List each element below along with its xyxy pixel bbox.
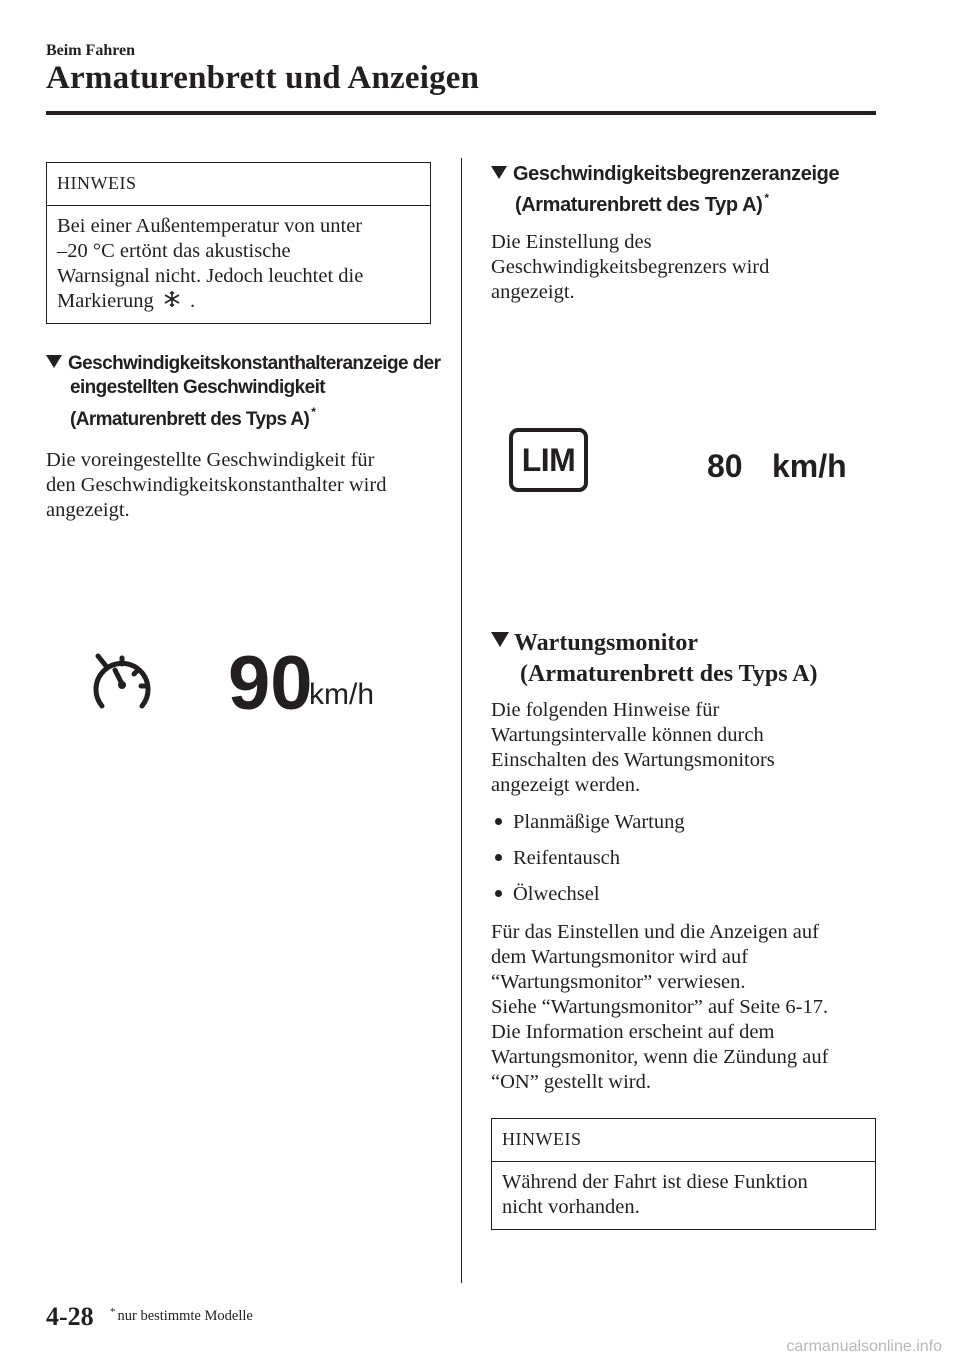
limiter-heading: Geschwindigkeitsbegrenzeranzeige (Armaturenbrett des Typ A) * [491, 162, 891, 217]
footer-note: * nur bestimmte Modelle [110, 1306, 253, 1324]
asterisk-mark: * [311, 405, 316, 419]
note-box [491, 1118, 876, 1230]
cruise-heading: Geschwindigkeitskonstanthalteranzeige der eingestellten Geschwindigkeit (Armaturenbrett des Typs A) * [46, 352, 446, 432]
list-item: Reifentausch [491, 846, 881, 882]
triangle-bullet-icon [491, 632, 509, 647]
header-rule [46, 111, 876, 115]
cruise-speed-unit: km/h [309, 678, 375, 711]
limiter-speed-unit: km/h [772, 448, 847, 484]
asterisk-mark: * [764, 191, 769, 205]
cruise-control-icon [88, 648, 158, 718]
note-box [46, 162, 431, 324]
cruise-speed-value: 90 [228, 641, 313, 726]
maintenance-heading: Wartungsmonitor (Armaturenbrett des Typs A) [491, 628, 891, 690]
limiter-speed-value: 80 [707, 448, 743, 484]
limiter-paragraph: Die Einstellung des Geschwindigkeitsbegrenzers wird angezeigt. [491, 231, 770, 303]
page-number: 4-28 [46, 1302, 94, 1331]
list-item: Ölwechsel [491, 882, 881, 918]
section-label: Beim Fahren [46, 42, 136, 59]
column-divider [461, 158, 462, 1283]
note-text: Bei einer Außentemperatur von unter –20 °C ertönt das akustische Warnsignal nicht. Jedoch leuchtet die Markierung . [57, 215, 364, 313]
maintenance-list [491, 810, 881, 918]
triangle-bullet-icon [46, 355, 62, 368]
note-label: HINWEIS [57, 173, 137, 193]
page-title: Armaturenbrett und Anzeigen [46, 60, 480, 96]
cruise-paragraph: Die voreingestellte Geschwindigkeit für den Geschwindigkeitskonstanthalter wird angezeigt. [46, 449, 387, 521]
maintenance-details: Für das Einstellen und die Anzeigen auf dem Wartungsmonitor wird auf “Wartungsmonitor” verwiesen. Siehe “Wartungsmonitor” auf Seite 6-17. Die Information erscheint auf dem Wartungsmonitor, wenn die Zündung auf “ON” gestellt wird. [491, 921, 829, 1093]
asterisk-mark: * [110, 1306, 116, 1318]
snowflake-icon [163, 290, 181, 308]
triangle-bullet-icon [491, 166, 507, 179]
note-label: HINWEIS [502, 1129, 582, 1149]
maintenance-intro: Die folgenden Hinweise für Wartungsintervalle können durch Einschalten des Wartungsmonitors angezeigt werden. [491, 699, 775, 796]
watermark: carmanualsonline.info [786, 1338, 942, 1355]
list-item: Planmäßige Wartung [491, 810, 881, 846]
note-text: Während der Fahrt ist diese Funktion nicht vorhanden. [502, 1171, 808, 1219]
speed-limiter-icon: LIM [509, 428, 588, 492]
